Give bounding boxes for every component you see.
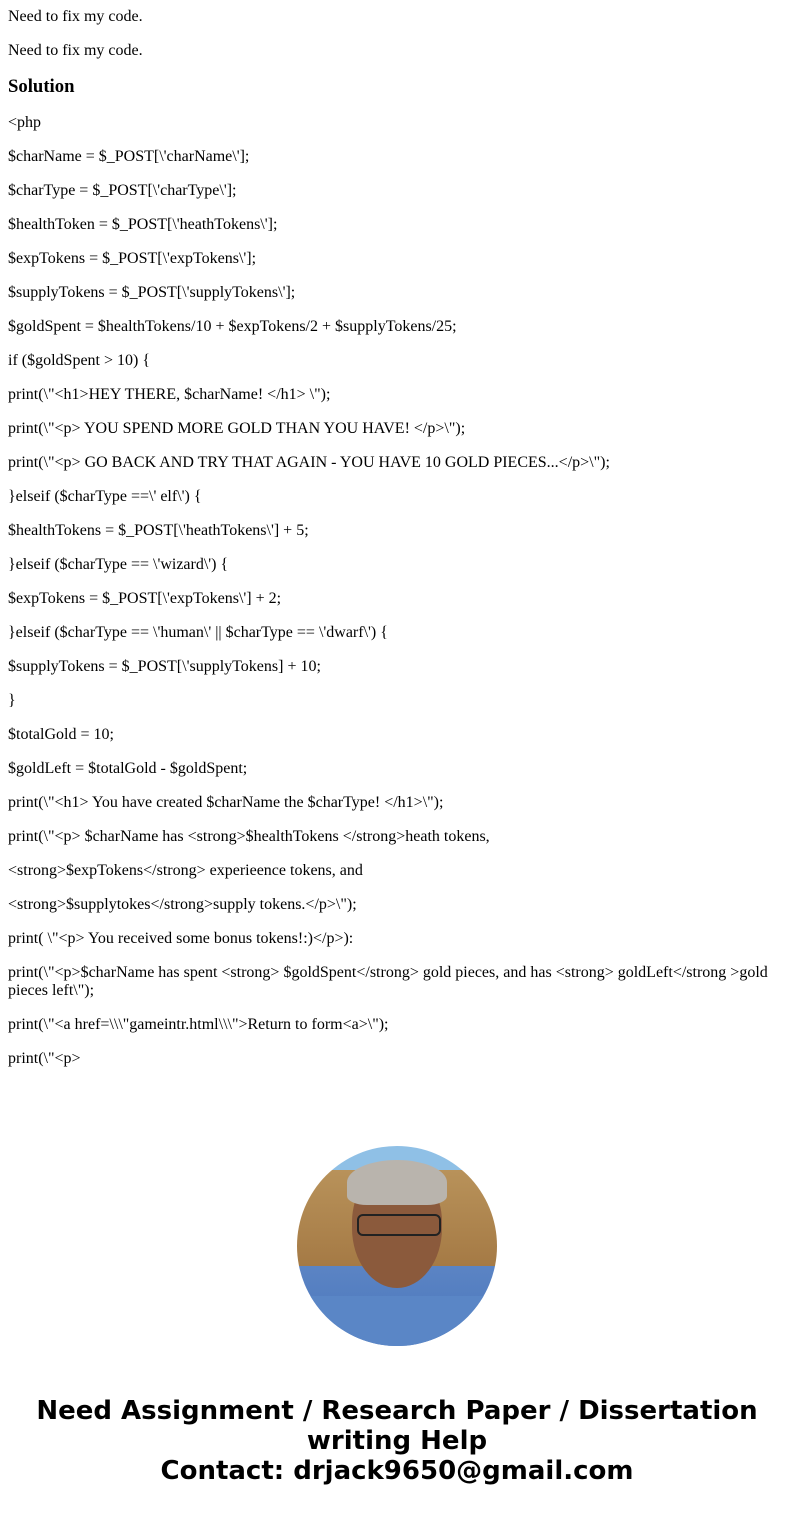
code-block (8, 114, 786, 1068)
code-line: }elseif ($charType ==\' elf\') { (8, 488, 202, 505)
code-line: $expTokens = $_POST[\'expTokens\'] + 2; (8, 590, 282, 607)
code-line: print(\"<p>$charName has spent <strong> $goldSpent</strong> gold pieces, and has <strong> goldLeft</strong >gold pieces left\"); (8, 964, 768, 999)
code-line: <strong>$supplytokes</strong>supply tokens.</p>\"); (8, 896, 357, 913)
code-line: }elseif ($charType == \'human\' || $charType == \'dwarf\') { (8, 624, 388, 641)
question-text: Need to fix my code. (8, 8, 143, 25)
solution-heading: Solution (8, 76, 75, 97)
code-line: $healthToken = $_POST[\'heathTokens\']; (8, 216, 278, 233)
code-line: } (8, 692, 16, 709)
code-line: print(\"<h1>HEY THERE, $charName! </h1> \"); (8, 386, 331, 403)
code-line: $totalGold = 10; (8, 726, 114, 743)
code-line: print( \"<p> You received some bonus tokens!:)</p>): (8, 930, 354, 947)
code-line: }elseif ($charType == \'wizard\') { (8, 556, 229, 573)
code-line: $charType = $_POST[\'charType\']; (8, 182, 237, 199)
code-line: print(\"<p> YOU SPEND MORE GOLD THAN YOU HAVE! </p>\"); (8, 420, 466, 437)
code-line: $charName = $_POST[\'charName\']; (8, 148, 250, 165)
author-photo-container (8, 1146, 786, 1346)
code-line: $goldLeft = $totalGold - $goldSpent; (8, 760, 248, 777)
footer-help-text: Need Assignment / Research Paper / Dissertation writing Help (36, 1396, 758, 1456)
code-line: $goldSpent = $healthTokens/10 + $expTokens/2 + $supplyTokens/25; (8, 318, 457, 335)
code-line: print(\"<p> GO BACK AND TRY THAT AGAIN - YOU HAVE 10 GOLD PIECES...</p>\"); (8, 454, 610, 471)
code-line: $healthTokens = $_POST[\'heathTokens\'] + 5; (8, 522, 309, 539)
code-line: $supplyTokens = $_POST[\'supplyTokens\']; (8, 284, 296, 301)
glasses-icon (357, 1214, 441, 1236)
code-line: print(\"<h1> You have created $charName the $charType! </h1>\"); (8, 794, 444, 811)
contact-banner (8, 1396, 786, 1486)
code-line: print(\"<p> (8, 1050, 81, 1067)
footer-contact-text: Contact: drjack9650@gmail.com (160, 1456, 634, 1486)
code-line: print(\"<p> $charName has <strong>$healthTokens </strong>heath tokens, (8, 828, 490, 845)
code-line: $supplyTokens = $_POST[\'supplyTokens] + 10; (8, 658, 321, 675)
code-line: <strong>$expTokens</strong> experieence tokens, and (8, 862, 363, 879)
code-line: $expTokens = $_POST[\'expTokens\']; (8, 250, 257, 267)
code-line: <php (8, 114, 42, 131)
question-text: Need to fix my code. (8, 42, 143, 59)
author-photo (297, 1146, 497, 1346)
code-line: print(\"<a href=\\\"gameintr.html\\\">Return to form<a>\"); (8, 1016, 389, 1033)
code-line: if ($goldSpent > 10) { (8, 352, 151, 369)
